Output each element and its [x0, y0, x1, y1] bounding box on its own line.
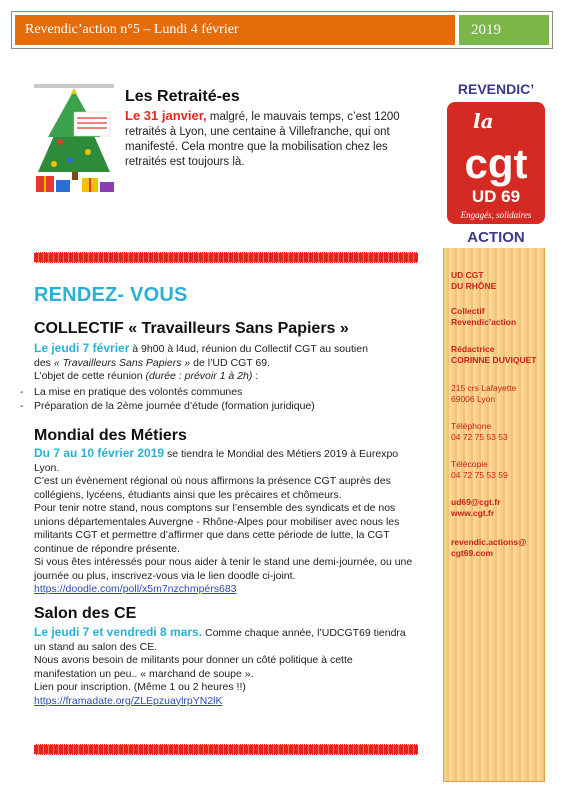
sidebar-redactrice-label: Rédactrice	[451, 344, 495, 354]
logo-bottom-text: ACTION	[467, 229, 525, 246]
sidebar-phone	[451, 421, 545, 443]
sidebar-phone-number: 04 72 75 53 53	[451, 432, 508, 442]
collectif-line2b: de l’UD CGT 69.	[190, 356, 270, 369]
collectif-text	[34, 342, 418, 384]
retraites-title: Les Retraité-es	[125, 88, 240, 105]
collectif-line2a: des	[34, 356, 54, 369]
mondial-paragraph-1: C’est un évènement régional où nous affirmons la présence CGT auprès des collégiens, lycéens, étudiants ainsi que les précaires et chômeurs.	[34, 475, 391, 501]
sidebar-org	[451, 270, 545, 292]
sidebar-address	[451, 383, 545, 405]
retraites-date: Le 31 janvier,	[125, 108, 207, 123]
salon-text	[34, 626, 418, 708]
cgt-ud69-logo	[443, 80, 549, 248]
collectif-line1: à 9h00 à l4ud, réunion du Collectif CGT au soutien	[129, 343, 368, 355]
logo-tagline: Engagés, solidaires	[460, 210, 532, 220]
mondial-title: Mondial des Métiers	[34, 427, 187, 444]
collectif-bullet-2-text: Préparation de la 2ème journée d’étude (formation juridique)	[34, 400, 315, 412]
sidebar-fax-label: Télécopie	[451, 459, 488, 469]
sidebar-address-city: 69006 Lyon	[451, 394, 496, 404]
sidebar-collectif-line1: Collectif	[451, 306, 485, 316]
sidebar-fax-number: 04 72 75 53 59	[451, 470, 508, 480]
collectif-title: COLLECTIF « Travailleurs Sans Papiers »	[34, 320, 349, 337]
sidebar-collectif	[451, 306, 545, 328]
sidebar-phone-label: Téléphone	[451, 421, 492, 431]
sidebar-redactrice-name: CORINNE DUVIQUET	[451, 355, 537, 365]
mondial-date: Du 7 au 10 février 2019	[34, 446, 165, 460]
salon-intro: Comme chaque année, l’UDCGT69 tiendra un stand au salon des CE.	[34, 627, 406, 653]
collectif-bullet-2: - Préparation de la 2ème journée d’étude (formation juridique)	[20, 400, 315, 412]
collectif-bullet-1-text: La mise en pratique des volontés communes	[34, 386, 243, 398]
collectif-line3-italic: (durée : prévoir 1 à 2h)	[145, 370, 253, 382]
collectif-line3a: L’objet de cette réunion	[34, 370, 146, 382]
retraites-text	[125, 108, 415, 170]
retraites-body: malgré, le mauvais temps, c’est 1200 retraités à Lyon, une centaine à Villefranche, qui ont manifesté. Cela montre que la mobilisation chez les retraités est toujours là.	[125, 111, 400, 168]
sidebar-website[interactable]: www.cgt.fr	[451, 508, 495, 518]
sidebar-contact-line2: cgt69.com	[451, 548, 494, 558]
logo-ud: UD 69	[471, 187, 521, 206]
issue-year: 2019	[459, 15, 549, 45]
logo-top-text: REVENDIC’	[457, 81, 535, 97]
sidebar-contact-line1: revendic.actions@	[451, 537, 527, 547]
logo-cgt: cgt	[464, 140, 528, 187]
salon-paragraph-2: Lien pour inscription. (Même 1 ou 2 heures !!)	[34, 681, 246, 693]
separator-top	[34, 252, 418, 263]
mondial-paragraph-2: Pour tenir notre stand, nous comptons sur l’ensemble des syndicats et de nos unions départementales Auvergne - Rhône-Alpes pour mobiliser avec nous les militants CGT et permettre d’affirmer que dans cette période de lutte, la CGT continue de répondre présente.	[34, 502, 400, 555]
salon-title: Salon des CE	[34, 605, 137, 622]
collectif-line3b: :	[252, 370, 259, 382]
header-banner	[11, 11, 553, 49]
issue-title: Revendic’action n°5 – Lundi 4 février	[15, 15, 455, 45]
separator-bottom	[34, 744, 418, 755]
sidebar-org-line2: DU RHÔNE	[451, 281, 497, 291]
salon-date: Le jeudi 7 et vendredi 8 mars.	[34, 625, 203, 639]
sidebar-web	[451, 497, 545, 519]
framadate-link[interactable]: https://framadate.org/ZLEpzuaylrpYN2lK	[34, 694, 223, 707]
sidebar-contact[interactable]	[451, 537, 545, 559]
sidebar-email[interactable]: ud69@cgt.fr	[451, 497, 501, 507]
sidebar-address-street: 215 crs Lafayette	[451, 383, 517, 393]
mondial-text	[34, 447, 418, 597]
collectif-bullet-1: - La mise en pratique des volontés communes	[20, 386, 243, 398]
sidebar-fax	[451, 459, 545, 481]
mondial-paragraph-3: Si vous êtes intéressés pour nous aider à tenir le stand une demi-journée, ou une journée ou plus, inscrivez-vous via le lien doodle ci-joint.	[34, 556, 413, 582]
collectif-date: Le jeudi 7 février	[34, 341, 130, 355]
sidebar-org-line1: UD CGT	[451, 270, 484, 280]
rendez-vous-heading: RENDEZ- VOUS	[34, 284, 188, 306]
sidebar-collectif-line2: Revendic’action	[451, 317, 517, 327]
logo-la: la	[473, 109, 494, 133]
christmas-tree-illustration	[30, 82, 118, 200]
sidebar-redactrice	[451, 344, 545, 366]
mondial-intro: se tiendra le Mondial des Métiers 2019 à Eurexpo Lyon.	[34, 448, 399, 474]
collectif-line2-italic: « Travailleurs Sans Papiers »	[53, 356, 191, 369]
salon-paragraph-1: Nous avons besoin de militants pour donner un côté politique à cette manifestation un peu.. « marchand de soupe ».	[34, 654, 353, 680]
doodle-link[interactable]: https://doodle.com/poll/x5m7nzchmpérs683	[34, 583, 237, 595]
